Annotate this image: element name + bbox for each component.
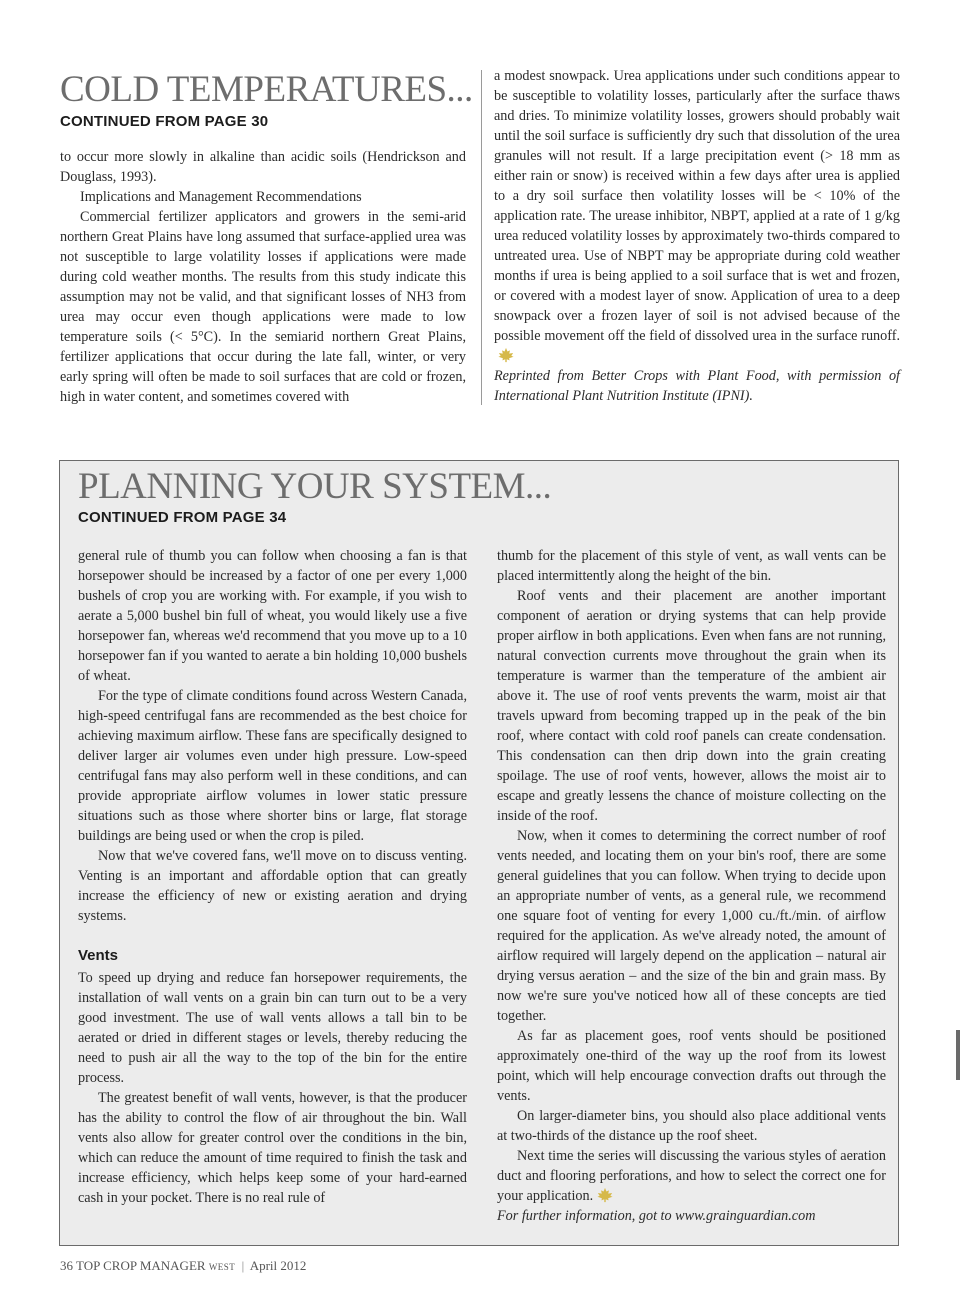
paragraph: For the type of climate conditions found across Western Canada, high-speed centrifugal fans are recommended as the best choice for achieving maximum airflow. These fans are specifically designed to deliver larger air volumes even under high pressure. Low-speed centrifugal fans may also perform well in these conditions, and can provide appropriate airflow volumes in lower static pressure situations such as those where shorter bins or large, flat storage buildings are being used or when the crop is piled. — [78, 688, 467, 844]
magazine-edition: WEST — [208, 1262, 236, 1272]
paragraph: Roof vents and their placement are another important component of aeration or drying systems that can help provide proper airflow in both applications. Even when fans are not running, natural convection currents move throughout the grain when its temperature is warmer than the temperature of the ambient air above it. The use of roof vents prevents the warm, moist air that travels upward from becoming trapped up in the peak of the bin roof, where contact with cold roof panels can create condensation. This condensation can then drip down into the grain creating spoilage. The use of roof vents, however, allows the moist air to escape and greatly lessens the chance of moisture collecting on the inside of the roof. — [497, 588, 886, 824]
paragraph: Now that we've covered fans, we'll move on to discuss venting. Venting is an important and affordable option that can greatly increase the efficiency of new or existing aeration and drying systems. — [78, 848, 467, 924]
further-info-credit: For further information, got to www.grainguardian.com — [497, 1208, 816, 1224]
article-column-left — [78, 546, 467, 1208]
paragraph: Commercial fertilizer applicators and growers in the semi-arid northern Great Plains have long assumed that surface-applied urea was not susceptible to large volatility losses if applications were made during cold weather months. The results from this study indicate this assumption may not be valid, and that significant losses of NH3 from urea may occur even though applications were made to low temperature soils (< 5°C). In the semiarid northern Great Plains, fertilizer applications that occur during the late fall, winter, or very early spring will often be made to soil surfaces that are cold or frozen, high in water content, and sometimes covered with — [60, 209, 466, 405]
paragraph: To speed up drying and reduce fan horsepower requirements, the installation of wall vents on a grain bin can turn out to be a very good investment. The use of wall vents allows a tall bin to be aerated or dried in different stages or levels, thereby reducing the need to push air all the way to the top of the bin for the entire process. — [78, 970, 467, 1086]
paragraph: Now, when it comes to determining the correct number of roof vents needed, and locating them on your bin's roof, there are some general guidelines that you can follow. When trying to decide upon an appropriate number of vents, as a general rule, we recommend one square foot of venting for every 1,000 cu./ft./min. of airflow required for the application. As we've already noted, the amount of airflow required will largely depend on the application – natural air drying versus aeration – and the size of the bin and grain mass. By now we're sure you've noticed how all of these concepts are tied together. — [497, 828, 886, 1024]
column-divider — [481, 70, 482, 405]
paragraph: On larger-diameter bins, you should also place additional vents at two-thirds of the distance up the roof sheet. — [497, 1108, 886, 1144]
paragraph-text: a modest snowpack. Urea applications under such conditions appear to be susceptible to volatility losses, particularly after the surface thaws and dries. To minimize volatility losses, growers should probably wait until the soil surface is sufficiently dry such that dissolution of the urea granules will not result. If a large precipitation event (> 18 mm as either rain or snow) is received within a few days after urea is applied to a dry soil surface then volatility losses will be < 10% of the application rate. The urease inhibitor, NBPT, applied at a rate of 1 g/kg urea reduced volatility losses by approximately two-thirds compared to untreated urea. Use of NBPT may be appropriate during cold weather months if urea is being applied to a soil surface that is wet and frozen, or covered with a modest layer of snow. Application of urea to a deep snowpack over a frozen layer of soil is not advised because of the possible movement off the field of dissolved urea in the surface runoff. — [494, 68, 900, 344]
article-title: COLD TEMPERATURES... — [60, 69, 473, 110]
footer-separator: | — [241, 1258, 245, 1273]
article-column-left — [60, 147, 466, 407]
paragraph: thumb for the placement of this style of vent, as wall vents can be placed intermittently along the height of the bin. — [497, 548, 886, 584]
page-footer — [60, 1258, 306, 1274]
paragraph: The greatest benefit of wall vents, however, is that the producer has the ability to control the flow of air throughout the bin. Wall vents also allow for greater control over the conditions in the bin, which can reduce the amount of time required to finish the task and increase efficiency, which helps keep some of your hard-earned cash in your pocket. There is no real rule of — [78, 1090, 467, 1206]
continued-from-label: CONTINUED FROM PAGE 34 — [78, 509, 287, 526]
article-title: PLANNING YOUR SYSTEM... — [78, 466, 552, 507]
magazine-name: TOP CROP MANAGER — [76, 1258, 206, 1273]
paragraph: to occur more slowly in alkaline than acidic soils (Hendrickson and Douglass, 1993). — [60, 149, 466, 185]
reprint-credit: Reprinted from Better Crops with Plant Food, with permission of International Plant Nutrition Institute (IPNI). — [494, 368, 900, 404]
paragraph — [494, 66, 900, 366]
page-edge-mark — [956, 1030, 960, 1080]
section-heading: Vents — [78, 947, 119, 964]
issue-date: April 2012 — [249, 1258, 307, 1273]
article-column-right — [494, 66, 900, 406]
paragraph — [497, 1146, 886, 1206]
maple-leaf-icon — [497, 347, 515, 363]
page-number: 36 — [60, 1258, 73, 1273]
section-heading: Implications and Management Recommendations — [80, 189, 362, 205]
sidebar-article-box — [59, 460, 899, 1246]
paragraph: As far as placement goes, roof vents should be positioned approximately one-third of the way up the roof from its lowest point, which will help encourage convection drafts out through the vents. — [497, 1028, 886, 1104]
maple-leaf-icon — [596, 1187, 614, 1203]
article-column-right — [497, 546, 886, 1226]
continued-from-label: CONTINUED FROM PAGE 30 — [60, 113, 269, 130]
paragraph-text: Next time the series will discussing the various styles of aeration duct and flooring perforations, and how to select the correct one for your application. — [497, 1148, 886, 1204]
paragraph: general rule of thumb you can follow when choosing a fan is that horsepower should be increased by a factor of one per every 1,000 bushels of crop you are working with. For example, if you wish to aerate a 5,000 bushel bin full of wheat, you would likely use a five horsepower fan, whereas we'd recommend that you move up to a 10 horsepower fan if you wanted to aerate a bin holding 10,000 bushels of wheat. — [78, 548, 467, 684]
